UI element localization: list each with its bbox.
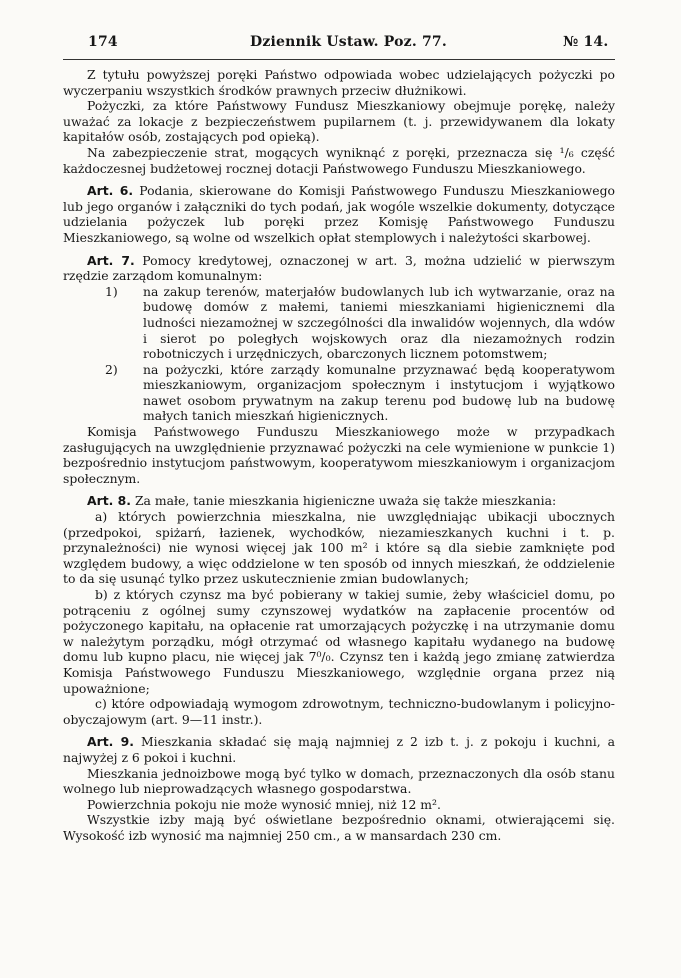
article-7-label: Art. 7. [87, 252, 135, 268]
article-8-label: Art. 8. [87, 493, 131, 509]
document-body [63, 67, 615, 844]
paragraph-losses: Na zabezpieczenie strat, mogących wyniknąć z poręki, przeznacza się ¹/₆ część każdoczesnej budżetowej rocznej dotacji Państwowego Funduszu Mieszkaniowego. [63, 144, 615, 176]
article-6-label: Art. 6. [87, 183, 134, 199]
header-divider [63, 59, 615, 60]
article-9-para-4: Wszystkie izby mają być oświetlane bezpośrednio oknami, otwierającemi się. Wysokość izb wynosić ma najmniej 250 cm., a w mansardach 230 cm. [63, 812, 615, 843]
journal-title: Dziennik Ustaw. Poz. 77. [250, 34, 447, 50]
article-9-text: Mieszkania składać się mają najmniej z 2 izb t. j. z pokoju i kuchni, a najwyżej z 6 pokoi i kuchni. [63, 734, 615, 765]
article-9-label: Art. 9. [87, 734, 134, 750]
article-9 [63, 734, 615, 765]
article-7-item-1: 1) na zakup terenów, materjałów budowlanych lub ich wytwarzanie, oraz na budowę domów z małemi, taniemi mieszkaniami higienicznemi dla ludności niezamożnej w szczególności dla inwalidów wojennych, dla wdów i sierot po poległych wojskowych oraz dla niezamożnych rodzin robotniczych i urzędniczych, obarczonych licznem potomstwem; [105, 283, 615, 362]
article-9-para-2: Mieszkania jednoizbowe mogą być tylko w domach, przeznaczonych dla osób stanu wolnego lub nieprowadzących własnego gospodarstwa. [63, 765, 615, 797]
article-8-intro: Za małe, tanie mieszkania higieniczne uważa się także mieszkania: [134, 493, 557, 509]
paragraph-loans: Pożyczki, za które Państwowy Fundusz Mieszkaniowy obejmuje porękę, należy uważać za lokacje z bezpieczeństwem pupilarnem (t. j. przewidywanem dla lokaty kapitałów osób, zostających pod opieką). [63, 98, 615, 145]
issue-number: № 14. [563, 34, 609, 50]
article-8-point-b: b) z których czynsz ma być pobierany w takiej sumie, żeby właściciel domu, po potrąceniu z ogólnej sumy czynszowej wydatków na zapłacenie procentów od pożyczonego kapitału, na opłacenie rat umorzających pożyczkę i na utrzymanie domu w należytym porządku, mógł otrzymać od własnego kapitału wydanego na budowę domu lub kupno placu, nie więcej jak 7⁰/₀. Czynsz ten i każdą jego zmianę zatwierdza Komisja Państwowego Funduszu Mieszkaniowego, względnie organa przez nią upoważnione; [63, 587, 615, 696]
article-7-intro: Pomocy kredytowej, oznaczonej w art. 3, można udzielić w pierwszym rzędzie zarządom komunalnym: [63, 252, 615, 284]
article-9-para-3: Powierzchnia pokoju nie może wynosić mniej, niż 12 m². [87, 796, 441, 812]
article-8-point-a: a) których powierzchnia mieszkalna, nie uwzględniając ubikacji ubocznych (przedpokoi, spiżarń, łazienek, wychodków, niezamieszkanych kuchni i t. p. przynależności) nie wynosi więcej jak 100 m² i które są dla siebie zamknięte pod względem budowy, a więc oddzielone w ten sposób od innych mieszkań, że oddzielenie to da się usunąć tylko przez uskutecznienie zmian budowlanych; [63, 509, 615, 587]
article-7-closing: Komisja Państwowego Funduszu Mieszkaniowego może w przypadkach zasługujących na uwzględnienie przyznawać pożyczki na cele wymienione w punkcie 1) bezpośrednio instytucjom państwowym, kooperatywom mieszkaniowym i organizacjom społecznym. [63, 424, 615, 486]
article-6-text: Podania, skierowane do Komisji Państwowego Funduszu Mieszkaniowego lub jego organów i załączniki do tych podań, jak wogóle wszelkie dokumenty, dotyczące udzielania pożyczek lub poręki przez Komisję Państwowego Funduszu Mieszkaniowego, są wolne od wszelkich opłat stemplowych i należytości skarbowej. [63, 183, 615, 245]
article-8-point-c: c) które odpowiadają wymogom zdrowotnym, techniczno-budowlanym i policyjno-obyczajowym (art. 9—11 instr.). [63, 696, 615, 727]
page-header [0, 0, 681, 60]
article-7-item-2: 2) na pożyczki, które zarządy komunalne przyznawać będą kooperatywom mieszkaniowym, organizacjom społecznym i instytucjom i wyjątkowo nawet osobom prywatnym na zakup terenu pod budowę lub na budowę małych tanich mieszkań higienicznych. [105, 361, 615, 424]
paragraph-guarantee: Z tytułu powyższej poręki Państwo odpowiada wobec udzielających pożyczki po wyczerpaniu wszystkich środków prawnych przeciw dłużnikowi. [63, 67, 615, 98]
article-8 [63, 493, 615, 509]
page-number: 174 [88, 34, 118, 50]
article-6 [63, 183, 615, 245]
article-7 [63, 253, 615, 284]
